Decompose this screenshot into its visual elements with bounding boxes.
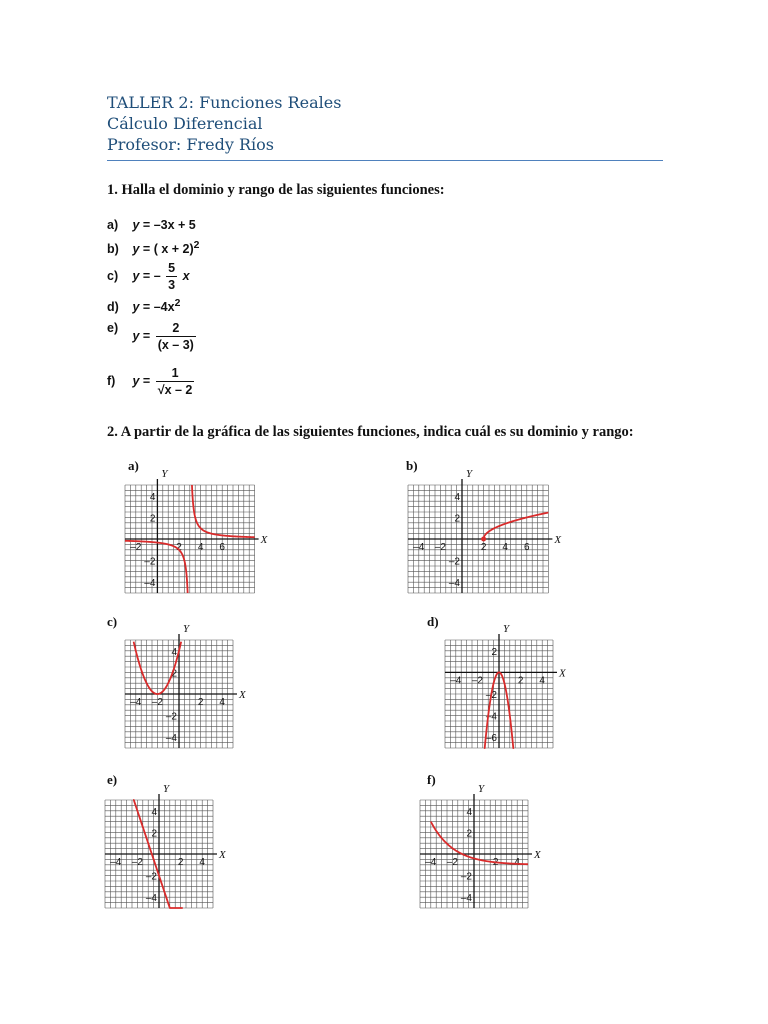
question-1-title: 1. Halla el dominio y rango de las siguientes funciones: <box>107 182 445 198</box>
x-tick-label: –4 <box>425 857 437 868</box>
equation-var: y <box>132 373 140 388</box>
y-axis-name: Y <box>478 783 485 795</box>
graph-e <box>105 783 226 908</box>
y-tick-label: –4 <box>460 893 472 905</box>
fraction-denominator: √x – 2 <box>157 383 193 397</box>
x-axis-name: X <box>554 534 562 546</box>
y-axis-name: Y <box>466 468 473 480</box>
y-tick-label: –4 <box>448 578 460 590</box>
x-axis-name: X <box>559 667 566 680</box>
equation-label: d) <box>107 300 119 315</box>
graph-d-label: d) <box>427 614 439 629</box>
y-tick-label: –2 <box>145 871 157 883</box>
graph-f-label: f) <box>427 772 436 787</box>
x-tick-label: 2 <box>176 542 182 553</box>
x-tick-label: –4 <box>130 697 142 708</box>
graph-a-label: a) <box>128 458 139 473</box>
x-tick-label: –4 <box>413 542 425 553</box>
x-tick-label: 4 <box>197 542 204 553</box>
x-axis-name: X <box>239 689 246 701</box>
x-tick-label: –2 <box>130 542 142 553</box>
x-tick-label: 2 <box>177 857 184 868</box>
equation-e <box>107 321 198 352</box>
fraction-denominator: 3 <box>168 278 176 292</box>
equation-label: c) <box>107 268 119 283</box>
fraction <box>156 366 195 397</box>
fraction <box>156 321 196 352</box>
y-tick-label: 4 <box>466 806 472 818</box>
equation-exponent: 2 <box>174 298 181 309</box>
function-curve <box>192 485 255 537</box>
equation-prefix: = <box>142 328 151 343</box>
equation-body: = –4x <box>142 300 175 315</box>
equation-exponent: 2 <box>193 240 200 251</box>
y-tick-label: 2 <box>454 513 460 525</box>
question-2-title: 2. A partir de la gráfica de las siguientes funciones, indica cuál es su dominio y rango: <box>107 424 634 440</box>
x-tick-label: –2 <box>131 857 143 868</box>
header-title: TALLER 2: Funciones Reales <box>107 93 342 112</box>
equation-suffix: x <box>182 268 190 283</box>
equation-var: y <box>132 242 140 257</box>
fraction-numerator: 1 <box>171 366 179 380</box>
graph-b <box>408 468 562 593</box>
y-tick-label: 2 <box>491 646 497 658</box>
y-axis-name: Y <box>503 623 510 635</box>
fraction-denominator: (x – 3) <box>157 338 194 352</box>
y-tick-label: 2 <box>466 828 472 840</box>
header-professor: Profesor: Fredy Ríos <box>107 135 274 154</box>
fraction-numerator: 5 <box>168 261 176 275</box>
endpoint-dot <box>481 537 486 542</box>
y-axis-name: Y <box>163 783 170 795</box>
x-tick-label: 2 <box>197 697 204 708</box>
x-tick-label: 2 <box>517 675 524 687</box>
graph-c <box>125 623 246 748</box>
equation-label: a) <box>107 218 119 232</box>
x-tick-label: –2 <box>434 542 446 553</box>
equation-var: y <box>132 218 140 232</box>
equation-var: y <box>132 328 140 343</box>
equation-f <box>107 366 196 397</box>
x-tick-label: 4 <box>539 675 545 687</box>
equation-d <box>107 298 180 314</box>
graph-e-label: e) <box>107 772 118 787</box>
y-tick-label: –2 <box>460 871 472 883</box>
x-tick-label: 6 <box>524 542 530 553</box>
graph-d <box>445 623 566 748</box>
fraction-numerator: 2 <box>172 321 180 335</box>
y-tick-label: 4 <box>151 806 157 818</box>
y-axis-name: Y <box>183 623 190 635</box>
x-tick-label: 4 <box>219 697 225 708</box>
x-tick-label: 2 <box>480 542 487 553</box>
x-tick-label: –4 <box>450 675 462 687</box>
y-tick-label: –4 <box>145 893 157 905</box>
header-divider <box>107 160 663 161</box>
y-tick-label: –2 <box>144 556 156 568</box>
x-axis-name: X <box>219 849 226 861</box>
x-tick-label: –2 <box>151 697 163 708</box>
equation-label: e) <box>107 321 119 335</box>
x-tick-label: –2 <box>471 675 483 687</box>
equation-a <box>107 218 196 232</box>
equation-c <box>107 261 190 292</box>
y-axis-name: Y <box>161 468 168 480</box>
y-tick-label: 2 <box>171 668 177 680</box>
y-tick-label: 4 <box>454 491 460 503</box>
equation-var: y <box>132 268 140 283</box>
header-course: Cálculo Diferencial <box>107 114 263 133</box>
x-tick-label: –2 <box>446 857 458 868</box>
equation-prefix: = – <box>142 268 161 283</box>
graph-f <box>420 783 541 908</box>
x-tick-label: 6 <box>219 542 225 553</box>
x-tick-label: 4 <box>502 542 508 553</box>
y-tick-label: 2 <box>149 513 156 525</box>
y-tick-label: –4 <box>485 711 497 723</box>
y-tick-label: 4 <box>149 491 156 503</box>
x-axis-name: X <box>260 534 268 546</box>
x-tick-label: 2 <box>492 857 499 868</box>
equation-prefix: = <box>142 373 151 388</box>
y-tick-label: –6 <box>485 733 497 745</box>
equation-var: y <box>132 300 140 315</box>
x-tick-label: 4 <box>514 857 520 868</box>
y-tick-label: –4 <box>144 578 156 590</box>
equation-body: = ( x + 2) <box>142 242 194 257</box>
x-axis-name: X <box>534 849 541 861</box>
y-tick-label: –4 <box>165 733 177 745</box>
y-tick-label: –2 <box>165 711 177 723</box>
equation-body: = –3x + 5 <box>142 218 196 232</box>
equation-label: f) <box>107 373 116 388</box>
graph-c-label: c) <box>107 614 118 629</box>
fraction <box>166 261 177 292</box>
graph-b-label: b) <box>406 458 418 473</box>
x-tick-label: 4 <box>199 857 205 868</box>
y-tick-label: 4 <box>171 646 177 658</box>
y-tick-label: –2 <box>448 556 460 568</box>
y-tick-label: 2 <box>151 828 157 840</box>
document-header <box>107 92 341 155</box>
equation-label: b) <box>107 242 119 257</box>
x-tick-label: –4 <box>110 857 122 868</box>
equation-b <box>107 240 199 256</box>
y-tick-label: –2 <box>485 690 497 701</box>
graph-a <box>125 468 268 593</box>
